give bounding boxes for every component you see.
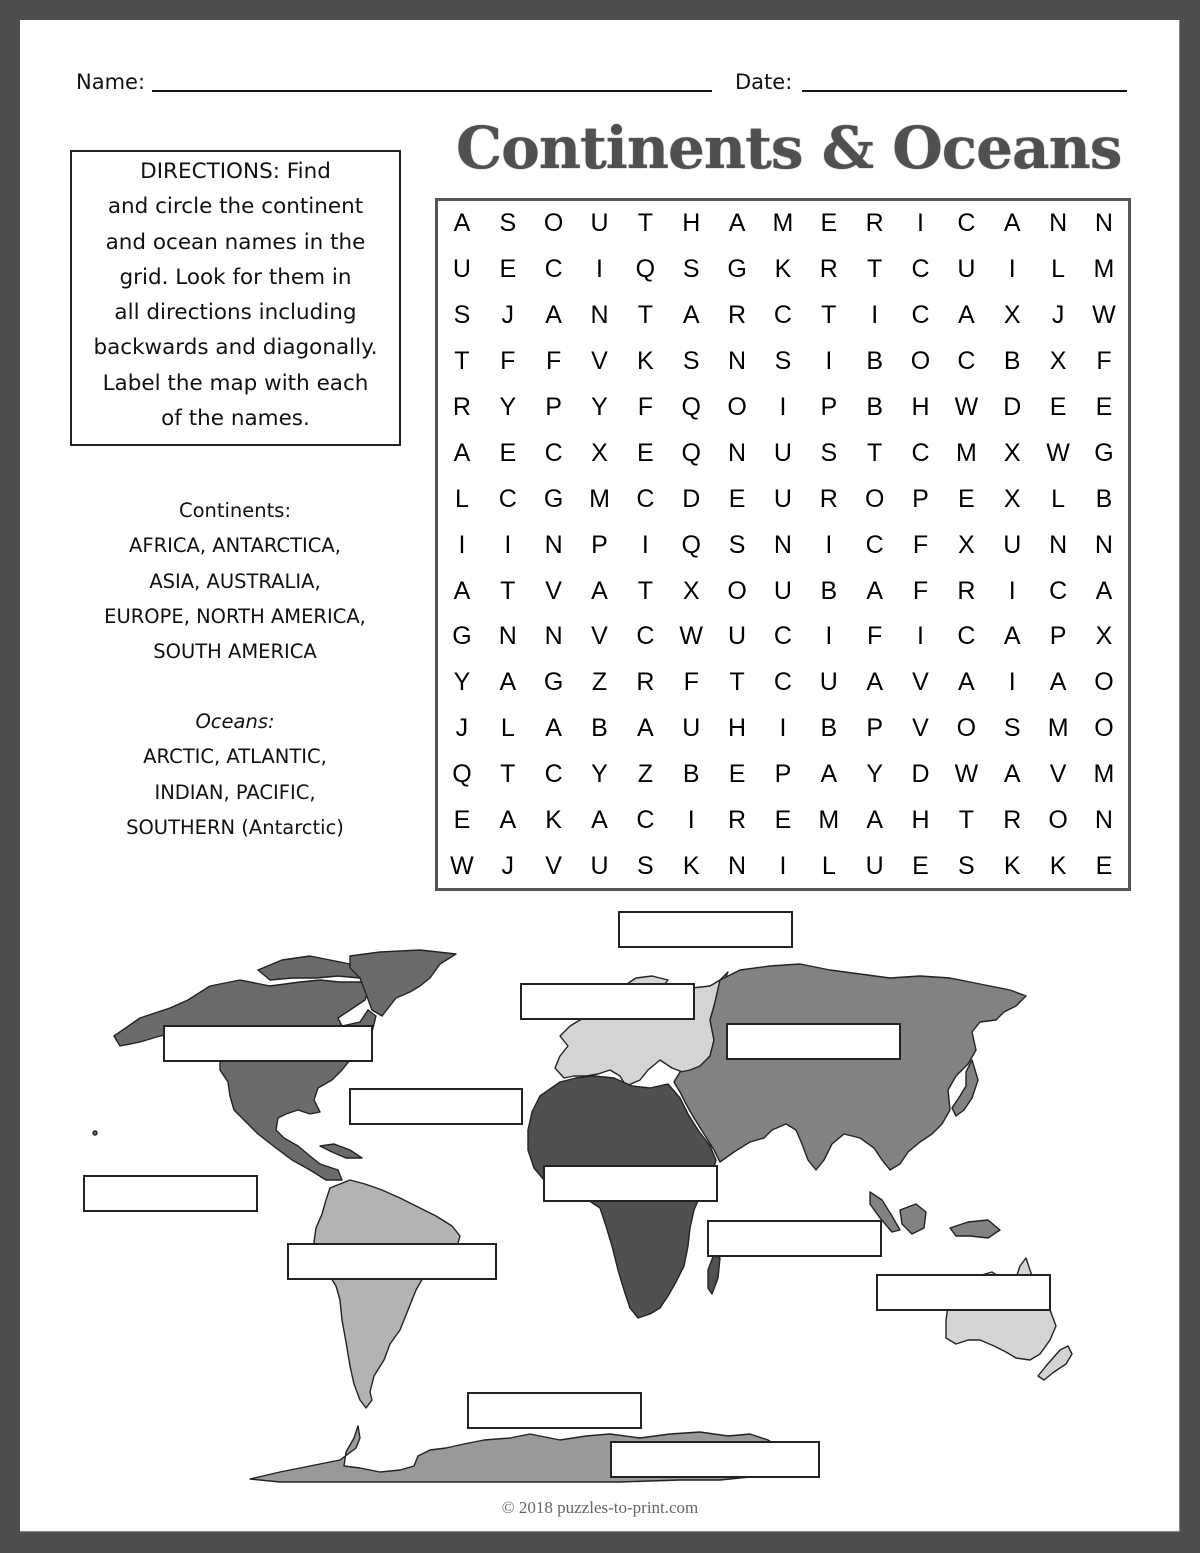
grid-letter[interactable]: I: [1008, 255, 1016, 284]
grid-letter[interactable]: I: [504, 530, 512, 559]
grid-letter[interactable]: Y: [591, 393, 608, 421]
grid-letter[interactable]: N: [728, 347, 747, 376]
hawaii-shape: [93, 1131, 97, 1135]
grid-letter[interactable]: C: [544, 760, 563, 789]
grid-letter[interactable]: B: [866, 347, 883, 376]
grid-letter[interactable]: O: [864, 484, 885, 513]
grid-letter[interactable]: X: [1003, 438, 1021, 467]
grid-letter[interactable]: T: [729, 668, 745, 697]
continents-line: AFRICA, ANTARCTICA,: [129, 534, 341, 558]
grid-letter[interactable]: V: [912, 668, 929, 697]
grid-letter[interactable]: M: [589, 484, 610, 513]
grid-letter[interactable]: U: [590, 209, 609, 238]
grid-letter[interactable]: C: [865, 530, 884, 559]
grid-letter[interactable]: O: [1048, 806, 1068, 835]
grid-letter[interactable]: D: [682, 484, 701, 513]
grid-letter[interactable]: U: [590, 851, 609, 880]
grid-letter[interactable]: I: [825, 622, 833, 651]
grid-letter[interactable]: R: [819, 484, 838, 513]
name-label: Name:: [76, 70, 146, 94]
grid-letter[interactable]: T: [958, 806, 975, 835]
grid-letter[interactable]: R: [728, 806, 747, 835]
grid-letter[interactable]: N: [1094, 530, 1113, 559]
grid-letter[interactable]: T: [454, 347, 470, 376]
grid-letter[interactable]: T: [637, 209, 653, 238]
grid-letter[interactable]: I: [871, 301, 879, 330]
caribbean-shape: [320, 1144, 362, 1158]
grid-letter[interactable]: T: [500, 760, 516, 789]
grid-letter[interactable]: B: [1003, 347, 1021, 376]
grid-letter[interactable]: L: [821, 851, 836, 880]
grid-letter[interactable]: P: [820, 393, 838, 421]
grid-letter[interactable]: P: [591, 530, 608, 559]
grid-letter[interactable]: I: [458, 530, 466, 559]
grid-letter[interactable]: B: [866, 393, 883, 421]
grid-letter[interactable]: C: [911, 301, 930, 330]
grid-letter[interactable]: C: [636, 484, 655, 513]
grid-letter[interactable]: L: [500, 714, 515, 743]
grid-letter[interactable]: V: [591, 622, 608, 651]
grid-letter[interactable]: T: [821, 301, 837, 330]
continents-line: ASIA, AUSTRALIA,: [149, 569, 321, 593]
grid-letter[interactable]: T: [867, 255, 883, 284]
grid-letter[interactable]: S: [958, 851, 975, 880]
grid-letter[interactable]: J: [455, 714, 469, 743]
grid-letter[interactable]: W: [450, 851, 474, 880]
grid-letter[interactable]: G: [543, 484, 564, 513]
label-box-arctic[interactable]: [618, 911, 793, 948]
grid-letter[interactable]: A: [1003, 209, 1021, 238]
grid-letter[interactable]: X: [1003, 484, 1021, 513]
grid-letter[interactable]: A: [1003, 760, 1021, 789]
grid-letter[interactable]: I: [1008, 668, 1016, 697]
grid-letter[interactable]: A: [453, 576, 471, 605]
grid-letter[interactable]: C: [1049, 576, 1068, 605]
grid-letter[interactable]: I: [1008, 576, 1016, 605]
grid-letter[interactable]: P: [1049, 622, 1067, 651]
grid-letter[interactable]: T: [637, 576, 653, 605]
label-box-europe[interactable]: [520, 983, 695, 1020]
continents-line: EUROPE, NORTH AMERICA,: [104, 604, 366, 628]
label-box-asia[interactable]: [726, 1023, 901, 1060]
grid-letter[interactable]: N: [544, 622, 563, 651]
grid-letter[interactable]: V: [1049, 760, 1067, 789]
grid-letter[interactable]: Z: [591, 668, 608, 697]
grid-letter[interactable]: G: [727, 255, 747, 284]
directions-line: backwards and diagonally.: [93, 335, 378, 361]
oceans-line: SOUTHERN (Antarctic): [126, 815, 344, 839]
madagascar-shape: [708, 1254, 720, 1294]
grid-letter[interactable]: P: [912, 484, 929, 513]
greenland-shape: [350, 950, 456, 1016]
grid-letter[interactable]: A: [591, 806, 608, 835]
grid-letter[interactable]: N: [728, 438, 747, 467]
grid-letter[interactable]: I: [779, 714, 787, 743]
grid-letter[interactable]: B: [820, 576, 838, 605]
grid-letter[interactable]: B: [682, 760, 700, 789]
label-box-north-america[interactable]: [163, 1025, 373, 1062]
oceans-line: ARCTIC, ATLANTIC,: [143, 745, 327, 769]
grid-letter[interactable]: O: [1094, 668, 1114, 697]
grid-letter[interactable]: M: [772, 209, 794, 238]
grid-letter[interactable]: C: [911, 255, 930, 284]
grid-letter[interactable]: X: [1095, 622, 1113, 651]
grid-letter[interactable]: I: [641, 530, 649, 559]
grid-letter[interactable]: F: [867, 622, 883, 651]
grid-letter[interactable]: D: [911, 760, 930, 789]
grid-letter[interactable]: Q: [681, 438, 701, 467]
grid-letter[interactable]: V: [591, 347, 608, 376]
grid-letter[interactable]: G: [1094, 438, 1114, 467]
grid-letter[interactable]: O: [727, 576, 747, 605]
grid-letter[interactable]: U: [1003, 530, 1022, 559]
grid-letter[interactable]: U: [773, 576, 792, 605]
continents-heading: Continents:: [178, 499, 292, 522]
grid-letter[interactable]: M: [955, 438, 977, 467]
grid-letter[interactable]: G: [543, 668, 564, 697]
grid-letter[interactable]: C: [498, 484, 517, 513]
grid-letter[interactable]: I: [917, 209, 924, 238]
grid-letter[interactable]: J: [501, 851, 515, 880]
grid-letter[interactable]: M: [818, 806, 840, 835]
grid-letter[interactable]: U: [773, 438, 792, 467]
grid-letter[interactable]: R: [636, 668, 655, 697]
grid-letter[interactable]: M: [1047, 714, 1069, 743]
grid-letter[interactable]: K: [545, 806, 562, 835]
grid-letter[interactable]: C: [636, 806, 655, 835]
grid-letter[interactable]: G: [452, 622, 472, 651]
grid-letter[interactable]: E: [820, 209, 838, 238]
grid-letter[interactable]: A: [958, 301, 975, 330]
grid-letter[interactable]: E: [1095, 851, 1113, 880]
label-box-pacific[interactable]: [83, 1175, 258, 1212]
grid-letter[interactable]: I: [825, 530, 833, 559]
grid-letter[interactable]: T: [500, 576, 516, 605]
grid-letter[interactable]: C: [773, 301, 792, 330]
grid-letter[interactable]: T: [867, 438, 883, 467]
grid-letter[interactable]: I: [596, 255, 603, 284]
grid-letter[interactable]: X: [591, 438, 608, 467]
label-box-south-america[interactable]: [287, 1243, 497, 1280]
grid-letter[interactable]: A: [637, 714, 654, 743]
label-box-atlantic[interactable]: [349, 1088, 523, 1125]
grid-letter[interactable]: O: [727, 393, 747, 421]
grid-letter[interactable]: K: [682, 851, 700, 880]
grid-letter[interactable]: F: [546, 347, 562, 376]
label-box-indian[interactable]: [707, 1220, 882, 1257]
grid-letter[interactable]: X: [1049, 347, 1067, 376]
grid-letter[interactable]: S: [820, 438, 838, 467]
grid-letter[interactable]: N: [1049, 530, 1068, 559]
grid-letter[interactable]: A: [1095, 576, 1113, 605]
grid-letter[interactable]: I: [779, 393, 787, 421]
label-box-antarctica[interactable]: [610, 1441, 820, 1478]
grid-letter[interactable]: N: [1094, 209, 1113, 238]
grid-letter[interactable]: C: [773, 622, 792, 651]
grid-letter[interactable]: Y: [499, 393, 517, 421]
oceans-heading: Oceans:: [195, 710, 275, 733]
grid-letter[interactable]: O: [910, 347, 931, 376]
grid-letter[interactable]: Q: [452, 760, 472, 789]
grid-letter[interactable]: A: [591, 576, 608, 605]
grid-letter[interactable]: C: [957, 622, 976, 651]
directions-line: all directions including: [114, 300, 357, 326]
directions-line: and circle the continent: [107, 194, 364, 220]
directions-line: of the names.: [161, 406, 310, 432]
grid-letter[interactable]: R: [452, 393, 471, 421]
grid-letter[interactable]: H: [911, 393, 930, 421]
grid-letter[interactable]: F: [912, 530, 929, 559]
grid-letter[interactable]: E: [1095, 393, 1113, 421]
grid-letter[interactable]: J: [501, 301, 515, 330]
grid-letter[interactable]: U: [957, 255, 976, 284]
grid-letter[interactable]: C: [957, 209, 976, 238]
grid-letter[interactable]: P: [774, 760, 792, 789]
grid-letter[interactable]: H: [911, 806, 930, 835]
grid-letter[interactable]: E: [453, 806, 471, 835]
grid-letter[interactable]: E: [1049, 393, 1067, 421]
grid-letter[interactable]: N: [498, 622, 517, 651]
grid-letter[interactable]: S: [728, 530, 746, 559]
grid-letter[interactable]: Y: [453, 668, 471, 697]
grid-letter[interactable]: R: [728, 301, 747, 330]
grid-letter[interactable]: A: [728, 209, 746, 238]
grid-letter[interactable]: U: [773, 484, 792, 513]
grid-letter[interactable]: I: [687, 806, 695, 835]
grid-letter[interactable]: A: [453, 438, 471, 467]
grid-letter[interactable]: L: [454, 484, 469, 513]
grid-letter[interactable]: K: [774, 255, 792, 284]
grid-letter[interactable]: A: [1049, 668, 1067, 697]
page-title: Continents & Oceans: [456, 114, 1122, 182]
directions-line: grid. Look for them in: [119, 264, 352, 290]
grid-letter[interactable]: M: [1093, 760, 1115, 789]
grid-letter[interactable]: C: [544, 438, 563, 467]
grid-letter[interactable]: A: [453, 209, 471, 238]
grid-letter[interactable]: C: [544, 255, 563, 284]
grid-letter[interactable]: J: [1051, 301, 1065, 330]
grid-letter[interactable]: P: [866, 714, 883, 743]
grid-letter[interactable]: S: [499, 209, 517, 238]
grid-letter[interactable]: F: [1096, 347, 1112, 376]
grid-letter[interactable]: Q: [681, 530, 701, 559]
grid-letter[interactable]: F: [637, 393, 653, 421]
grid-letter[interactable]: A: [1003, 622, 1021, 651]
grid-letter[interactable]: A: [866, 576, 883, 605]
grid-letter[interactable]: S: [682, 255, 700, 284]
directions-line: and ocean names in the: [105, 229, 366, 255]
continents-line: SOUTH AMERICA: [153, 640, 317, 664]
grid-letter[interactable]: N: [544, 530, 563, 559]
grid-letter[interactable]: U: [728, 622, 747, 651]
new-zealand-shape: [1038, 1346, 1072, 1380]
grid-letter[interactable]: E: [499, 438, 517, 467]
grid-letter[interactable]: E: [912, 851, 929, 880]
grid-letter[interactable]: C: [773, 668, 792, 697]
grid-letter[interactable]: E: [774, 806, 792, 835]
grid-letter[interactable]: A: [820, 760, 838, 789]
grid-letter[interactable]: H: [728, 714, 747, 743]
label-box-africa[interactable]: [543, 1165, 718, 1202]
grid-letter[interactable]: N: [773, 530, 792, 559]
grid-letter[interactable]: E: [728, 760, 746, 789]
grid-letter[interactable]: R: [819, 255, 838, 284]
grid-letter[interactable]: F: [500, 347, 516, 376]
label-box-australia[interactable]: [876, 1274, 1051, 1311]
grid-letter[interactable]: W: [954, 760, 979, 789]
grid-letter[interactable]: W: [954, 393, 979, 421]
grid-letter[interactable]: K: [637, 347, 654, 376]
grid-letter[interactable]: W: [1046, 438, 1070, 467]
grid-letter[interactable]: E: [958, 484, 975, 513]
grid-letter[interactable]: A: [499, 806, 517, 835]
grid-letter[interactable]: W: [679, 622, 704, 651]
copyright-footer: © 2018 puzzles-to-print.com: [501, 1498, 699, 1517]
grid-letter[interactable]: N: [1094, 806, 1113, 835]
grid-letter[interactable]: I: [779, 851, 787, 880]
grid-letter[interactable]: F: [683, 668, 699, 697]
grid-letter[interactable]: C: [636, 622, 655, 651]
grid-letter[interactable]: E: [499, 255, 517, 284]
grid-letter[interactable]: Q: [681, 393, 701, 421]
grid-letter[interactable]: S: [453, 301, 471, 330]
oceans-line: INDIAN, PACIFIC,: [154, 780, 316, 804]
date-label: Date:: [735, 70, 793, 94]
grid-letter[interactable]: U: [682, 714, 701, 743]
grid-letter[interactable]: A: [499, 668, 517, 697]
grid-letter[interactable]: C: [911, 438, 930, 467]
directions-line: Label the map with each: [102, 370, 369, 396]
grid-letter[interactable]: D: [1003, 393, 1022, 421]
grid-letter[interactable]: K: [1003, 851, 1021, 880]
grid-letter[interactable]: X: [682, 576, 700, 605]
grid-letter[interactable]: Z: [637, 760, 653, 789]
grid-letter[interactable]: M: [1093, 255, 1115, 284]
grid-letter[interactable]: I: [917, 622, 924, 651]
grid-letter[interactable]: O: [543, 209, 564, 238]
grid-letter[interactable]: V: [912, 714, 929, 743]
grid-letter[interactable]: A: [866, 806, 883, 835]
grid-letter[interactable]: U: [452, 255, 471, 284]
grid-letter[interactable]: I: [825, 347, 833, 376]
grid-letter[interactable]: N: [590, 301, 609, 330]
grid-letter[interactable]: R: [1003, 806, 1022, 835]
grid-letter[interactable]: E: [728, 484, 746, 513]
grid-letter[interactable]: B: [820, 714, 838, 743]
grid-letter[interactable]: R: [865, 209, 884, 238]
label-box-southern[interactable]: [467, 1392, 642, 1429]
grid-letter[interactable]: L: [1051, 255, 1066, 284]
grid-letter[interactable]: S: [1003, 714, 1021, 743]
grid-letter[interactable]: P: [545, 393, 562, 421]
grid-letter[interactable]: K: [1049, 851, 1067, 880]
grid-letter[interactable]: N: [1049, 209, 1068, 238]
grid-letter[interactable]: E: [637, 438, 654, 467]
grid-letter[interactable]: C: [957, 347, 976, 376]
grid-letter[interactable]: A: [866, 668, 883, 697]
grid-letter[interactable]: W: [1092, 301, 1116, 330]
grid-letter[interactable]: S: [637, 851, 654, 880]
grid-letter[interactable]: N: [728, 851, 747, 880]
grid-letter[interactable]: V: [545, 851, 562, 880]
south-america-shape: [314, 1180, 460, 1408]
grid-letter[interactable]: X: [1003, 301, 1021, 330]
directions-line: DIRECTIONS: Find: [140, 159, 331, 184]
grid-letter[interactable]: R: [957, 576, 976, 605]
grid-letter[interactable]: A: [682, 301, 700, 330]
southeast-asia-islands-shape: [870, 1192, 1000, 1238]
grid-letter[interactable]: A: [545, 714, 562, 743]
grid-letter[interactable]: L: [1051, 484, 1066, 513]
grid-letter[interactable]: B: [1095, 484, 1113, 513]
grid-letter[interactable]: A: [545, 301, 562, 330]
grid-letter[interactable]: O: [956, 714, 977, 743]
grid-letter[interactable]: F: [912, 576, 929, 605]
grid-letter[interactable]: U: [819, 668, 838, 697]
grid-letter[interactable]: Q: [635, 255, 656, 284]
grid-letter[interactable]: Y: [866, 760, 883, 789]
grid-letter[interactable]: O: [1094, 714, 1114, 743]
grid-letter[interactable]: U: [865, 851, 884, 880]
grid-letter[interactable]: H: [682, 209, 701, 238]
worksheet-page: [20, 20, 1180, 1532]
grid-letter[interactable]: T: [637, 301, 653, 330]
grid-letter[interactable]: Y: [591, 760, 608, 789]
grid-letter[interactable]: V: [545, 576, 562, 605]
grid-letter[interactable]: A: [958, 668, 975, 697]
grid-letter[interactable]: B: [591, 714, 608, 743]
grid-letter[interactable]: S: [682, 347, 700, 376]
grid-letter[interactable]: X: [958, 530, 975, 559]
grid-letter[interactable]: S: [774, 347, 792, 376]
